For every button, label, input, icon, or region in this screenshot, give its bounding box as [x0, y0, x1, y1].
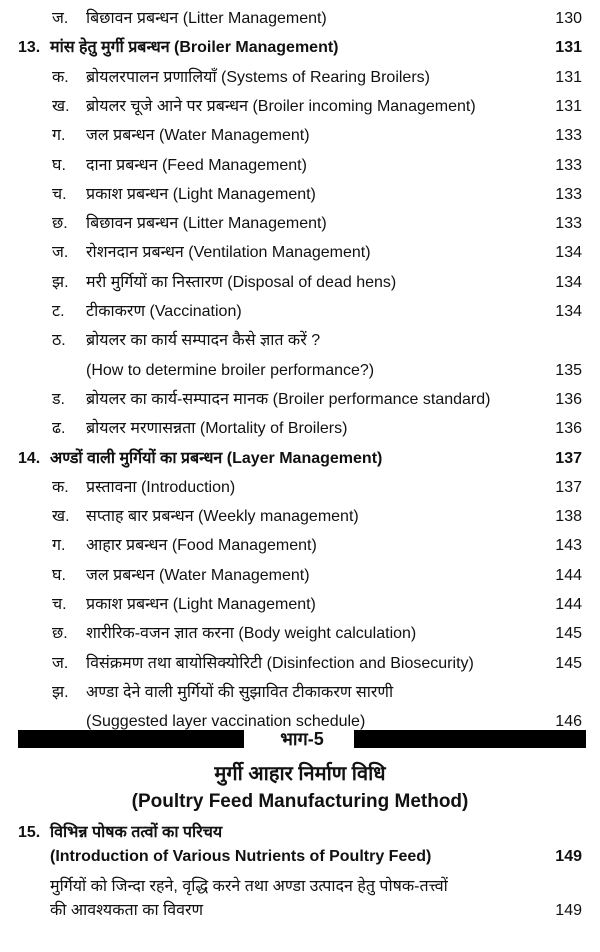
- page-number: 145: [555, 654, 582, 672]
- contents-row: [0, 896, 600, 925]
- entry-title: विभिन्न पोषक तत्वों का परिचय: [50, 824, 223, 841]
- item-letter: ग.: [52, 127, 66, 145]
- entry-title: दाना प्रबन्धन (Feed Management): [86, 156, 307, 174]
- entry-title: ब्रोयलरपालन प्रणालियाँ (Systems of Rearing Broilers): [86, 68, 430, 86]
- entry-title: बिछावन प्रबन्धन (Litter Management): [86, 10, 327, 27]
- page-number: 133: [555, 215, 582, 233]
- item-letter: ट.: [52, 303, 65, 320]
- page-number: 143: [555, 537, 582, 555]
- chapter-number: 14.: [18, 449, 41, 467]
- contents-row: [0, 92, 600, 121]
- entry-title: टीकाकरण (Vaccination): [86, 303, 242, 320]
- chapter-number: 15.: [18, 824, 41, 841]
- contents-row: [0, 385, 600, 414]
- page-number: 131: [555, 39, 582, 57]
- entry-title: मुर्गियों को जिन्दा रहने, वृद्धि करने तथा अण्डा उत्पादन हेतु पोषक-तत्त्वों: [50, 878, 448, 895]
- contents-row: [0, 326, 600, 355]
- contents-row: [0, 531, 600, 560]
- item-letter: छ.: [52, 625, 68, 643]
- entry-title: प्रकाश प्रबन्धन (Light Management): [86, 185, 316, 203]
- contents-row: [0, 121, 600, 150]
- contents-row: [0, 649, 600, 678]
- item-letter: घ.: [52, 566, 66, 584]
- part-title-english: (Poultry Feed Manufacturing Method): [131, 791, 469, 812]
- part-divider: [18, 726, 586, 752]
- item-letter: क.: [52, 68, 69, 86]
- item-letter: च.: [52, 185, 67, 203]
- entry-title: (Suggested layer vaccination schedule): [86, 713, 366, 731]
- page-number: 149: [555, 902, 582, 919]
- entry-title: ब्रोयलर का कार्य सम्पादन कैसे ज्ञात करें ?: [86, 332, 321, 350]
- chapter-number: 13.: [18, 39, 41, 57]
- page-number: 145: [555, 625, 582, 643]
- contents-row: [0, 4, 600, 33]
- chapter-row: [0, 842, 600, 871]
- item-letter: ज.: [52, 244, 69, 262]
- page-number: 136: [555, 420, 582, 438]
- page-number: 134: [555, 273, 582, 291]
- entry-title: मांस हेतु मुर्गी प्रबन्धन (Broiler Management): [50, 39, 339, 57]
- contents-row: [0, 209, 600, 238]
- entry-title: अण्डा देने वाली मुर्गियों की सुझावित टीकाकरण सारणी: [86, 683, 394, 701]
- item-letter: ख.: [52, 97, 70, 115]
- page-number: 138: [555, 508, 582, 526]
- contents-row: [0, 180, 600, 209]
- contents-row: [0, 502, 600, 531]
- item-letter: झ.: [52, 273, 69, 291]
- entry-title: की आवश्यकता का विवरण: [50, 902, 204, 919]
- page-number: 149: [555, 848, 582, 865]
- contents-row: [0, 63, 600, 92]
- contents-row: [0, 678, 600, 707]
- page-number: 134: [555, 244, 582, 262]
- page-number: 146: [555, 713, 582, 731]
- page-number: 144: [555, 596, 582, 613]
- entry-title: मरी मुर्गियों का निस्तारण (Disposal of dead hens): [86, 273, 397, 291]
- contents-row: [0, 619, 600, 648]
- page-number: 134: [555, 303, 582, 320]
- item-letter: क.: [52, 478, 69, 496]
- page-number: 133: [555, 127, 582, 145]
- item-letter: ठ.: [52, 332, 66, 350]
- entry-title: प्रस्तावना (Introduction): [86, 478, 236, 496]
- entry-title: जल प्रबन्धन (Water Management): [86, 566, 310, 584]
- entry-title: विसंक्रमण तथा बायोसिक्योरिटी (Disinfection and Biosecurity): [86, 654, 474, 672]
- page-number: 131: [555, 68, 582, 86]
- page-number: 137: [555, 449, 582, 467]
- item-letter: च.: [52, 596, 67, 613]
- entry-title: (Introduction of Various Nutrients of Poultry Feed): [50, 848, 432, 865]
- contents-row: [0, 268, 600, 297]
- part-label: भाग-5: [280, 729, 324, 749]
- contents-row: [0, 473, 600, 502]
- item-letter: ड.: [52, 390, 66, 408]
- page-number: 144: [555, 566, 582, 584]
- item-letter: छ.: [52, 215, 68, 233]
- entry-title: रोशनदान प्रबन्धन (Ventilation Management): [86, 244, 371, 262]
- page-number: 133: [555, 185, 582, 203]
- page-number: 131: [555, 97, 582, 115]
- entry-title: ब्रोयलर चूजे आने पर प्रबन्धन (Broiler incoming Management): [86, 97, 476, 115]
- entry-title: सप्ताह बार प्रबन्धन (Weekly management): [86, 508, 359, 526]
- entry-title: ब्रोयलर मरणासन्नता (Mortality of Broilers): [86, 420, 348, 438]
- item-letter: ख.: [52, 508, 70, 526]
- item-letter: झ.: [52, 683, 69, 701]
- entry-title: आहार प्रबन्धन (Food Management): [86, 537, 317, 555]
- contents-row: [0, 356, 600, 385]
- chapter-row: [0, 33, 600, 62]
- part-title-hindi: मुर्गी आहार निर्माण विधि: [214, 763, 386, 785]
- item-letter: ज.: [52, 654, 69, 672]
- contents-row: [0, 151, 600, 180]
- entry-title: प्रकाश प्रबन्धन (Light Management): [86, 596, 316, 613]
- page-number: 137: [555, 478, 582, 496]
- contents-row: [0, 297, 600, 326]
- entry-title: जल प्रबन्धन (Water Management): [86, 127, 310, 145]
- entry-title: (How to determine broiler performance?): [86, 361, 375, 379]
- contents-row: [0, 561, 600, 590]
- entry-title: बिछावन प्रबन्धन (Litter Management): [86, 215, 327, 233]
- page-number: 133: [555, 156, 582, 174]
- contents-row: [0, 414, 600, 443]
- page-number: 135: [555, 361, 582, 379]
- item-letter: ग.: [52, 537, 66, 555]
- contents-row: [0, 590, 600, 619]
- entry-title: शारीरिक-वजन ज्ञात करना (Body weight calculation): [86, 625, 417, 643]
- entry-title: अण्डों वाली मुर्गियों का प्रबन्धन (Layer Management): [50, 449, 383, 467]
- item-letter: ज.: [52, 10, 69, 27]
- contents-row: [0, 238, 600, 267]
- page-number: 136: [555, 390, 582, 408]
- entry-title: ब्रोयलर का कार्य-सम्पादन मानक (Broiler performance standard): [86, 390, 491, 408]
- item-letter: ढ.: [52, 420, 66, 438]
- page-number: 130: [555, 10, 582, 27]
- chapter-row: [0, 444, 600, 473]
- item-letter: घ.: [52, 156, 66, 174]
